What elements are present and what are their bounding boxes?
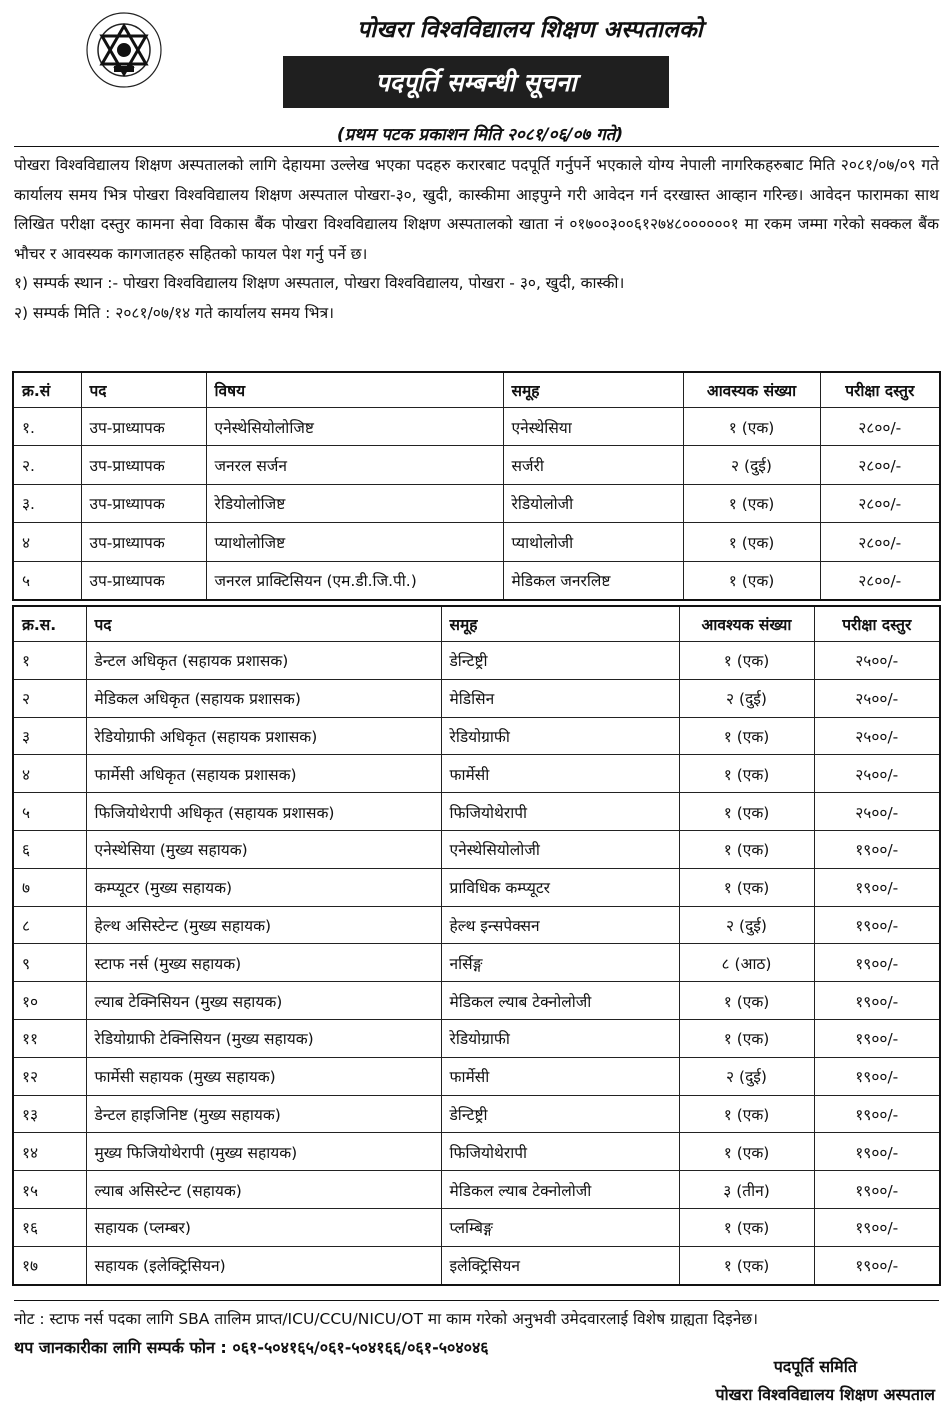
cell-subject: रेडियोलोजिष्ट xyxy=(206,484,503,522)
table-row xyxy=(13,982,940,1020)
cell-post: उप-प्राध्यापक xyxy=(81,523,206,561)
cell-fee: २८००/- xyxy=(820,484,940,522)
cell-count: १ (एक) xyxy=(679,868,814,906)
cell-subject: जनरल सर्जन xyxy=(206,446,503,484)
cell-fee: १९००/- xyxy=(814,1019,940,1057)
cell-count: २ (दुई) xyxy=(679,679,814,717)
cell-sn: १५ xyxy=(13,1171,86,1209)
cell-post: उप-प्राध्यापक xyxy=(81,484,206,522)
table-row xyxy=(13,642,940,680)
cell-count: १ (एक) xyxy=(679,1095,814,1133)
table-row xyxy=(13,523,940,561)
cell-group: नर्सिङ्ग xyxy=(441,944,679,982)
cell-post: मेडिकल अधिकृत (सहायक प्रशासक) xyxy=(86,679,441,717)
cell-group: सर्जरी xyxy=(503,446,683,484)
cell-sn: ३. xyxy=(13,484,81,522)
cell-group: इलेक्ट्रिसियन xyxy=(441,1246,679,1284)
cell-post: मुख्य फिजियोथेरापी (मुख्य सहायक) xyxy=(86,1133,441,1171)
note-text: नोट : स्टाफ नर्स पदका लागि SBA तालिम प्राप्त/ICU/CCU/NICU/OT मा काम गरेको अनुभवी उमेदवारलाई विशेष ग्राह्यता दिइनेछ। xyxy=(14,1300,939,1329)
cell-group: फार्मेसी xyxy=(441,755,679,793)
cell-fee: २५००/- xyxy=(814,755,940,793)
cell-fee: २८००/- xyxy=(820,523,940,561)
cell-count: ३ (तीन) xyxy=(679,1171,814,1209)
cell-group: रेडियोलोजी xyxy=(503,484,683,522)
cell-fee: १९००/- xyxy=(814,1133,940,1171)
cell-sn: ५ xyxy=(13,793,86,831)
cell-subject: प्याथोलोजिष्ट xyxy=(206,523,503,561)
cell-sn: ७ xyxy=(13,868,86,906)
table-row xyxy=(13,906,940,944)
cell-group: मेडिकल ल्याब टेक्नोलोजी xyxy=(441,982,679,1020)
cell-group: प्लम्बिङ्ग xyxy=(441,1208,679,1246)
cell-count: १ (एक) xyxy=(683,523,820,561)
table-row xyxy=(13,1133,940,1171)
cell-group: फिजियोथेरापी xyxy=(441,793,679,831)
cell-post: उप-प्राध्यापक xyxy=(81,408,206,446)
header-fee: परीक्षा दस्तुर xyxy=(814,606,940,642)
cell-post: डेन्टल अधिकृत (सहायक प्रशासक) xyxy=(86,642,441,680)
cell-post: स्टाफ नर्स (मुख्य सहायक) xyxy=(86,944,441,982)
table-row xyxy=(13,679,940,717)
table-row xyxy=(13,1208,940,1246)
cell-sn: २ xyxy=(13,679,86,717)
cell-fee: १९००/- xyxy=(814,1246,940,1284)
cell-count: १ (एक) xyxy=(679,830,814,868)
table-row xyxy=(13,1171,940,1209)
cell-fee: १९००/- xyxy=(814,830,940,868)
cell-fee: १९००/- xyxy=(814,1208,940,1246)
cell-fee: १९००/- xyxy=(814,906,940,944)
cell-sn: ८ xyxy=(13,906,86,944)
cell-count: १ (एक) xyxy=(683,561,820,600)
header-group: समूह xyxy=(441,606,679,642)
publication-date: (प्रथम पटक प्रकाशन मिति २०८१/०६/०७ गते) xyxy=(336,125,624,145)
cell-post: सहायक (इलेक्ट्रिसियन) xyxy=(86,1246,441,1284)
cell-post: डेन्टल हाइजिनिष्ट (मुख्य सहायक) xyxy=(86,1095,441,1133)
cell-post: कम्प्यूटर (मुख्य सहायक) xyxy=(86,868,441,906)
cell-count: १ (एक) xyxy=(679,717,814,755)
cell-sn: ४ xyxy=(13,523,81,561)
table-row xyxy=(13,868,940,906)
cell-count: ८ (आठ) xyxy=(679,944,814,982)
header-post: पद xyxy=(86,606,441,642)
header-count: आवस्यक संख्या xyxy=(683,372,820,408)
table-row xyxy=(13,1019,940,1057)
cell-fee: १९००/- xyxy=(814,1095,940,1133)
cell-post: उप-प्राध्यापक xyxy=(81,561,206,600)
table-row xyxy=(13,1057,940,1095)
table-row xyxy=(13,1246,940,1284)
org-title: पोखरा विश्वविद्यालय शिक्षण अस्पतालको xyxy=(357,17,703,43)
cell-sn: ६ xyxy=(13,830,86,868)
cell-sn: ९ xyxy=(13,944,86,982)
table-row xyxy=(13,484,940,522)
cell-count: १ (एक) xyxy=(679,1208,814,1246)
cell-group: एनेस्थेसियोलोजी xyxy=(441,830,679,868)
cell-group: फार्मेसी xyxy=(441,1057,679,1095)
cell-sn: ४ xyxy=(13,755,86,793)
cell-post: उप-प्राध्यापक xyxy=(81,446,206,484)
cell-sn: ५ xyxy=(13,561,81,600)
cell-sn: ११ xyxy=(13,1019,86,1057)
cell-sn: ३ xyxy=(13,717,86,755)
cell-sn: १७ xyxy=(13,1246,86,1284)
contact-place: १) सम्पर्क स्थान :- पोखरा विश्वविद्यालय शिक्षण अस्पताल, पोखरा विश्वविद्यालय, पोखरा - ३०, खुदी, कास्की। xyxy=(14,274,625,292)
cell-sn: १० xyxy=(13,982,86,1020)
cell-fee: १९००/- xyxy=(814,982,940,1020)
cell-fee: २५००/- xyxy=(814,679,940,717)
header-fee: परीक्षा दस्तुर xyxy=(820,372,940,408)
cell-count: २ (दुई) xyxy=(679,906,814,944)
cell-count: १ (एक) xyxy=(679,1133,814,1171)
cell-fee: २८००/- xyxy=(820,446,940,484)
table-row xyxy=(13,561,940,600)
cell-fee: २८००/- xyxy=(820,561,940,600)
cell-sn: १२ xyxy=(13,1057,86,1095)
cell-post: ल्याब असिस्टेन्ट (सहायक) xyxy=(86,1171,441,1209)
cell-sn: १६ xyxy=(13,1208,86,1246)
table-row xyxy=(13,446,940,484)
university-emblem-icon xyxy=(84,10,164,90)
table-row xyxy=(13,755,940,793)
header-post: पद xyxy=(81,372,206,408)
cell-group: प्राविधिक कम्प्यूटर xyxy=(441,868,679,906)
staff-vacancy-table xyxy=(12,605,941,1286)
notice-body xyxy=(14,146,939,328)
contact-phone: थप जानकारीका लागि सम्पर्क फोन : ०६१-५०४१६५/०६१-५०४१६६/०६१-५०४०४६ xyxy=(14,1338,489,1357)
table-row xyxy=(13,717,940,755)
header-sn: क्र.स. xyxy=(13,606,86,642)
cell-count: १ (एक) xyxy=(679,982,814,1020)
cell-post: एनेस्थेसिया (मुख्य सहायक) xyxy=(86,830,441,868)
cell-fee: २८००/- xyxy=(820,408,940,446)
notice-paragraph: पोखरा विश्वविद्यालय शिक्षण अस्पतालको लागि देहायमा उल्लेख भएका पदहरु करारबाट पदपूर्ति गर्नुपर्ने भएकाले योग्य नेपाली नागरिकहरुबाट मिति २०८१/०७/०९ गते कार्यालय समय भित्र पोखरा विश्वविद्यालय शिक्षण अस्पताल पोखरा-३०, खुदी, कास्कीमा आइपुग्ने गरी आवेदन गर्न दरखास्त आव्हान गरिन्छ। आवेदन फारामका साथ लिखित परीक्षा दस्तुर कामना सेवा विकास बैंक पोखरा विश्वविद्यालय शिक्षण अस्पतालको खाता नं ०१७००३००६१२७४८००००००१ मा रकम जम्मा गरेको सक्कल बैंक भौचर र आवस्यक कागजातहरु सहितको फायल पेश गर्नु पर्ने छ। xyxy=(14,156,939,263)
institution-name: पोखरा विश्वविद्यालय शिक्षण अस्पताल xyxy=(715,1385,935,1404)
table-header-row xyxy=(13,372,940,408)
cell-subject: एनेस्थेसियोलोजिष्ट xyxy=(206,408,503,446)
cell-group: मेडिकल जनरलिष्ट xyxy=(503,561,683,600)
cell-group: मेडिकल ल्याब टेक्नोलोजी xyxy=(441,1171,679,1209)
cell-sn: १ xyxy=(13,642,86,680)
cell-group: रेडियोग्राफी xyxy=(441,717,679,755)
cell-post: हेल्थ असिस्टेन्ट (मुख्य सहायक) xyxy=(86,906,441,944)
faculty-vacancy-table xyxy=(12,371,941,601)
cell-group: हेल्थ इन्सपेक्सन xyxy=(441,906,679,944)
table-row xyxy=(13,830,940,868)
cell-count: १ (एक) xyxy=(679,642,814,680)
cell-count: १ (एक) xyxy=(679,1019,814,1057)
cell-post: सहायक (प्लम्बर) xyxy=(86,1208,441,1246)
cell-sn: १४ xyxy=(13,1133,86,1171)
cell-count: १ (एक) xyxy=(683,408,820,446)
cell-count: २ (दुई) xyxy=(679,1057,814,1095)
cell-subject: जनरल प्राक्टिसियन (एम.डी.जि.पी.) xyxy=(206,561,503,600)
table-row xyxy=(13,408,940,446)
cell-post: फिजियोथेरापी अधिकृत (सहायक प्रशासक) xyxy=(86,793,441,831)
table-row xyxy=(13,944,940,982)
cell-fee: २५००/- xyxy=(814,717,940,755)
table-header-row xyxy=(13,606,940,642)
cell-post: रेडियोग्राफी टेक्निसियन (मुख्य सहायक) xyxy=(86,1019,441,1057)
header-group: समूह xyxy=(503,372,683,408)
contact-date: २) सम्पर्क मिति : २०८१/०७/१४ गते कार्यालय समय भित्र। xyxy=(14,303,334,322)
cell-fee: २५००/- xyxy=(814,793,940,831)
cell-group: रेडियोग्राफी xyxy=(441,1019,679,1057)
cell-fee: १९००/- xyxy=(814,1057,940,1095)
cell-post: ल्याब टेक्निसियन (मुख्य सहायक) xyxy=(86,982,441,1020)
committee-name: पदपूर्ति समिति xyxy=(773,1357,857,1376)
cell-count: १ (एक) xyxy=(679,1246,814,1284)
cell-post: फार्मेसी सहायक (मुख्य सहायक) xyxy=(86,1057,441,1095)
table-row xyxy=(13,793,940,831)
cell-fee: १९००/- xyxy=(814,944,940,982)
cell-sn: १. xyxy=(13,408,81,446)
cell-post: रेडियोग्राफी अधिकृत (सहायक प्रशासक) xyxy=(86,717,441,755)
cell-group: एनेस्थेसिया xyxy=(503,408,683,446)
header-sn: क्र.सं xyxy=(13,372,81,408)
cell-sn: २. xyxy=(13,446,81,484)
cell-fee: १९००/- xyxy=(814,868,940,906)
header-subject: विषय xyxy=(206,372,503,408)
cell-post: फार्मेसी अधिकृत (सहायक प्रशासक) xyxy=(86,755,441,793)
cell-sn: १३ xyxy=(13,1095,86,1133)
cell-group: फिजियोथेरापी xyxy=(441,1133,679,1171)
cell-count: १ (एक) xyxy=(679,755,814,793)
cell-count: १ (एक) xyxy=(683,484,820,522)
cell-count: १ (एक) xyxy=(679,793,814,831)
cell-fee: २५००/- xyxy=(814,642,940,680)
notice-banner: पदपूर्ति सम्बन्धी सूचना xyxy=(283,56,669,108)
cell-group: प्याथोलोजी xyxy=(503,523,683,561)
cell-count: २ (दुई) xyxy=(683,446,820,484)
cell-group: डेन्टिष्ट्री xyxy=(441,642,679,680)
header-count: आवश्यक संख्या xyxy=(679,606,814,642)
cell-fee: १९००/- xyxy=(814,1171,940,1209)
table-row xyxy=(13,1095,940,1133)
cell-group: डेन्टिष्ट्री xyxy=(441,1095,679,1133)
cell-group: मेडिसिन xyxy=(441,679,679,717)
